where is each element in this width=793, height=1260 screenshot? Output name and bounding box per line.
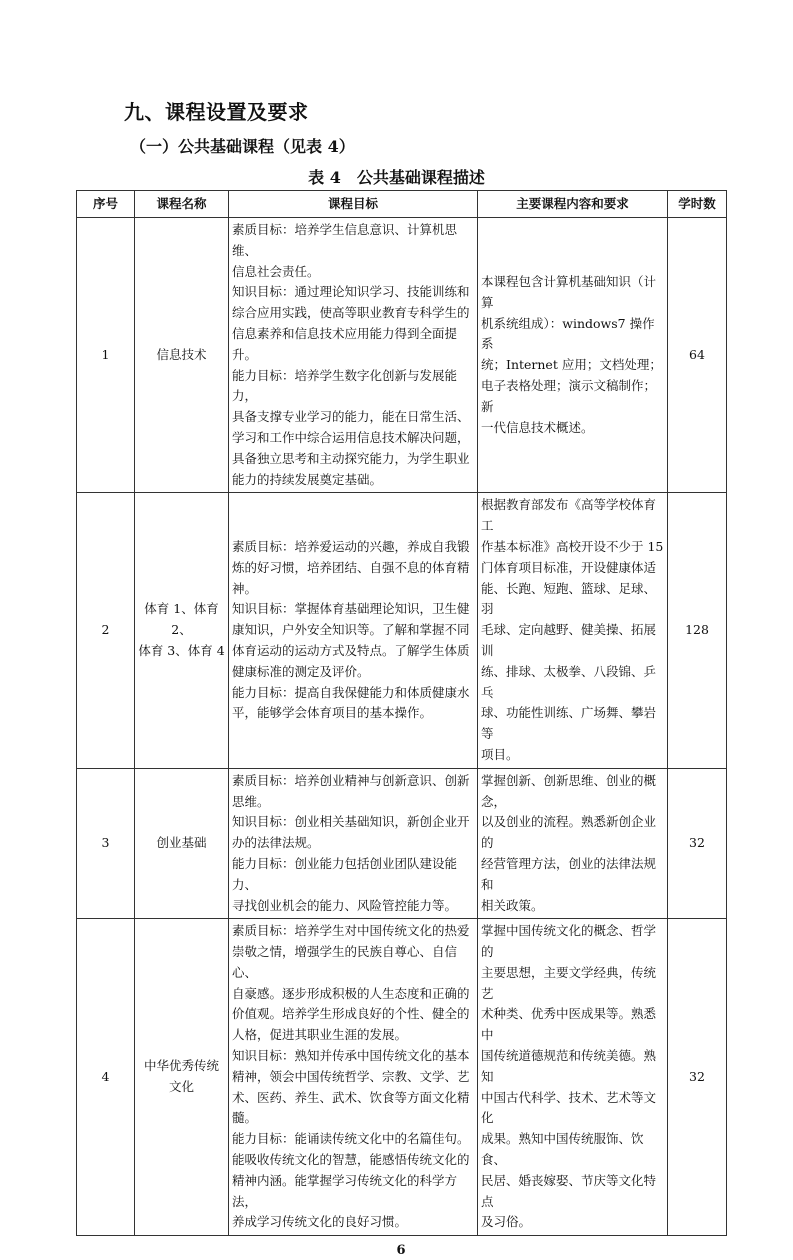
course-name: [135, 493, 229, 768]
course-hours: 64: [668, 218, 727, 493]
course-goals-line: 养成学习传统文化的良好习惯。: [232, 1214, 408, 1230]
course-content-line: 成果。熟知中国传统服饰、饮食、: [481, 1131, 644, 1168]
course-content: [478, 493, 668, 768]
course-goals-line: 价值观。培养学生形成良好的个性、健全的: [232, 1006, 470, 1022]
course-content: [478, 919, 668, 1236]
course-goals-line: 知识目标：熟知并传承中国传统文化的基本: [232, 1048, 470, 1064]
course-content-line: 主要思想，主要文学经典，传统艺: [481, 964, 657, 1001]
course-goals-line: 能力目标：创业能力包括创业团队建设能力、: [232, 855, 458, 892]
course-name: [135, 919, 229, 1236]
course-goals-line: 素质目标：培养创业精神与创新意识、创新: [232, 772, 470, 788]
course-goals-line: 炼的好习惯，培养团结、自强不息的体育精: [232, 559, 470, 575]
course-name-line: 体育 1、体育 2、: [144, 601, 219, 638]
course-goals-line: 升。: [232, 346, 258, 362]
course-content-line: 球、功能性训练、广场舞、攀岩等: [481, 705, 657, 742]
course-goals-line: 具备独立思考和主动探究能力，为学生职业: [232, 450, 470, 466]
course-hours: 128: [668, 493, 727, 768]
course-goals-line: 能吸收传统文化的智慧，能感悟传统文化的: [232, 1152, 470, 1168]
course-content-line: 掌握创新、创新思维、创业的概念，: [481, 772, 657, 809]
course-goals-line: 办的法律法规。: [232, 835, 320, 851]
course-content-line: 练、排球、太极拳、八段锦、乒乓: [481, 663, 657, 700]
course-content-line: 中国古代科学、技术、艺术等文化: [481, 1089, 657, 1126]
course-name-line: 创业基础: [156, 835, 207, 851]
course-goals-line: 知识目标：掌握体育基础理论知识，卫生健: [232, 601, 470, 617]
course-goals-line: 健康标准的测定及评价。: [232, 663, 370, 679]
course-goals-line: 人格，促进其职业生涯的发展。: [232, 1027, 408, 1043]
course-name-line: 文化: [168, 1079, 194, 1095]
course-content-line: 本课程包含计算机基础知识（计算: [481, 273, 657, 310]
course-goals: [229, 919, 478, 1236]
course-goals-line: 信息社会责任。: [232, 263, 320, 279]
section-heading: 九、课程设置及要求: [124, 100, 309, 124]
course-goals-line: 具备支撑专业学习的能力，能在日常生活、: [232, 409, 470, 425]
course-name: [135, 218, 229, 493]
course-goals-line: 崇敬之情，增强学生的民族自尊心、自信心、: [232, 944, 458, 980]
course-goals-line: 学习和工作中综合运用信息技术解决问题，: [232, 429, 470, 445]
course-goals-line: 术、医药、养生、武术、饮食等方面文化精: [232, 1089, 470, 1105]
table-row: [77, 919, 727, 1236]
course-goals-line: 知识目标：通过理论知识学习、技能训练和: [232, 284, 470, 300]
header-course-name: 课程名称: [135, 191, 229, 218]
course-content-line: 国传统道德规范和传统美德。熟知: [481, 1048, 657, 1084]
page-number: 6: [396, 1243, 406, 1259]
course-goals-line: 思维。: [232, 793, 270, 809]
course-name: [135, 768, 229, 919]
course-content: [478, 218, 668, 493]
course-goals-line: 素质目标：培养爱运动的兴趣，养成自我锻: [232, 538, 470, 554]
header-course-goals: 课程目标: [229, 191, 478, 218]
course-goals-line: 神。: [232, 580, 258, 596]
course-goals-line: 能力目标：提高自我保健能力和体质健康水: [232, 684, 470, 700]
course-content-line: 术种类、优秀中医成果等。熟悉中: [481, 1006, 657, 1043]
course-content-line: 作基本标准》高校开设不少于 15: [481, 538, 664, 554]
table-area: [76, 190, 726, 1260]
table-row: [77, 768, 727, 919]
course-content-line: 掌握中国传统文化的概念、哲学的: [481, 923, 657, 960]
course-content-line: 机系统组成）：windows7 操作系: [481, 315, 655, 352]
course-goals-line: 信息素养和信息技术应用能力得到全面提: [232, 325, 458, 341]
course-content-line: 统；Internet 应用；文档处理；: [481, 357, 662, 373]
course-goals-line: 平，能够学会体育项目的基本操作。: [232, 705, 433, 721]
course-goals-line: 自豪感。逐步形成积极的人生态度和正确的: [232, 985, 470, 1001]
course-goals-line: 素质目标：培养学生对中国传统文化的热爱: [232, 923, 470, 939]
course-content-line: 以及创业的流程。熟悉新创企业的: [481, 814, 657, 851]
course-content-line: 毛球、定向越野、健美操、拓展训: [481, 622, 657, 658]
course-name-line: 体育 3、体育 4: [138, 642, 225, 658]
course-content-line: 及习俗。: [481, 1214, 532, 1230]
course-content-line: 电子表格处理；演示文稿制作；新: [481, 377, 657, 414]
course-content-line: 相关政策。: [481, 897, 544, 913]
course-no: 3: [77, 768, 135, 919]
course-name-line: 信息技术: [156, 346, 207, 362]
course-goals-line: 髓。: [232, 1110, 258, 1126]
course-content-line: 能、长跑、短跑、篮球、足球、羽: [481, 580, 657, 617]
course-goals-line: 能力目标：培养学生数字化创新与发展能力，: [232, 367, 458, 404]
course-goals-line: 能力目标：能诵读传统文化中的名篇佳句。: [232, 1131, 470, 1147]
course-goals-line: 体育运动的运动方式及特点。了解学生体质: [232, 642, 470, 658]
course-content-line: 项目。: [481, 746, 519, 762]
table-caption: 表 4 公共基础课程描述: [308, 168, 485, 187]
course-content-line: 门体育项目标准，开设健康体适: [481, 559, 657, 575]
subsection-heading: （一）公共基础课程（见表 4）: [130, 137, 355, 156]
course-goals-line: 综合应用实践，使高等职业教育专科学生的: [232, 305, 470, 321]
course-content: [478, 768, 668, 919]
course-goals-line: 康知识，户外安全知识等。了解和掌握不同: [232, 622, 470, 638]
table-header-row: [77, 191, 727, 218]
header-no: 序号: [77, 191, 135, 218]
table-row: [77, 493, 727, 768]
header-course-content: 主要课程内容和要求: [478, 191, 668, 218]
course-table: [76, 190, 727, 1236]
course-content-line: 根据教育部发布《高等学校体育工: [481, 497, 657, 534]
course-name-line: 中华优秀传统: [143, 1058, 219, 1074]
course-content-line: 民居、婚丧嫁娶、节庆等文化特点: [481, 1172, 657, 1209]
course-goals: [229, 768, 478, 919]
course-goals-line: 寻找创业机会的能力、风险管控能力等。: [232, 897, 458, 913]
course-goals-line: 能力的持续发展奠定基础。: [232, 471, 383, 487]
course-no: 1: [77, 218, 135, 493]
course-goals: [229, 218, 478, 493]
course-content-line: 一代信息技术概述。: [481, 419, 594, 435]
course-goals-line: 精神内涵。能掌握学习传统文化的科学方法，: [232, 1172, 458, 1209]
course-no: 4: [77, 919, 135, 1236]
header-hours: 学时数: [668, 191, 727, 218]
course-content-line: 经营管理方法，创业的法律法规和: [481, 855, 657, 892]
course-goals-line: 素质目标：培养学生信息意识、计算机思维、: [232, 222, 458, 258]
course-goals-line: 知识目标：创业相关基础知识，新创企业开: [232, 814, 470, 830]
course-hours: 32: [668, 919, 727, 1236]
course-hours: 32: [668, 768, 727, 919]
course-goals-line: 精神，领会中国传统哲学、宗教、文学、艺: [232, 1068, 470, 1084]
course-no: 2: [77, 493, 135, 768]
course-goals: [229, 493, 478, 768]
table-row: [77, 218, 727, 493]
